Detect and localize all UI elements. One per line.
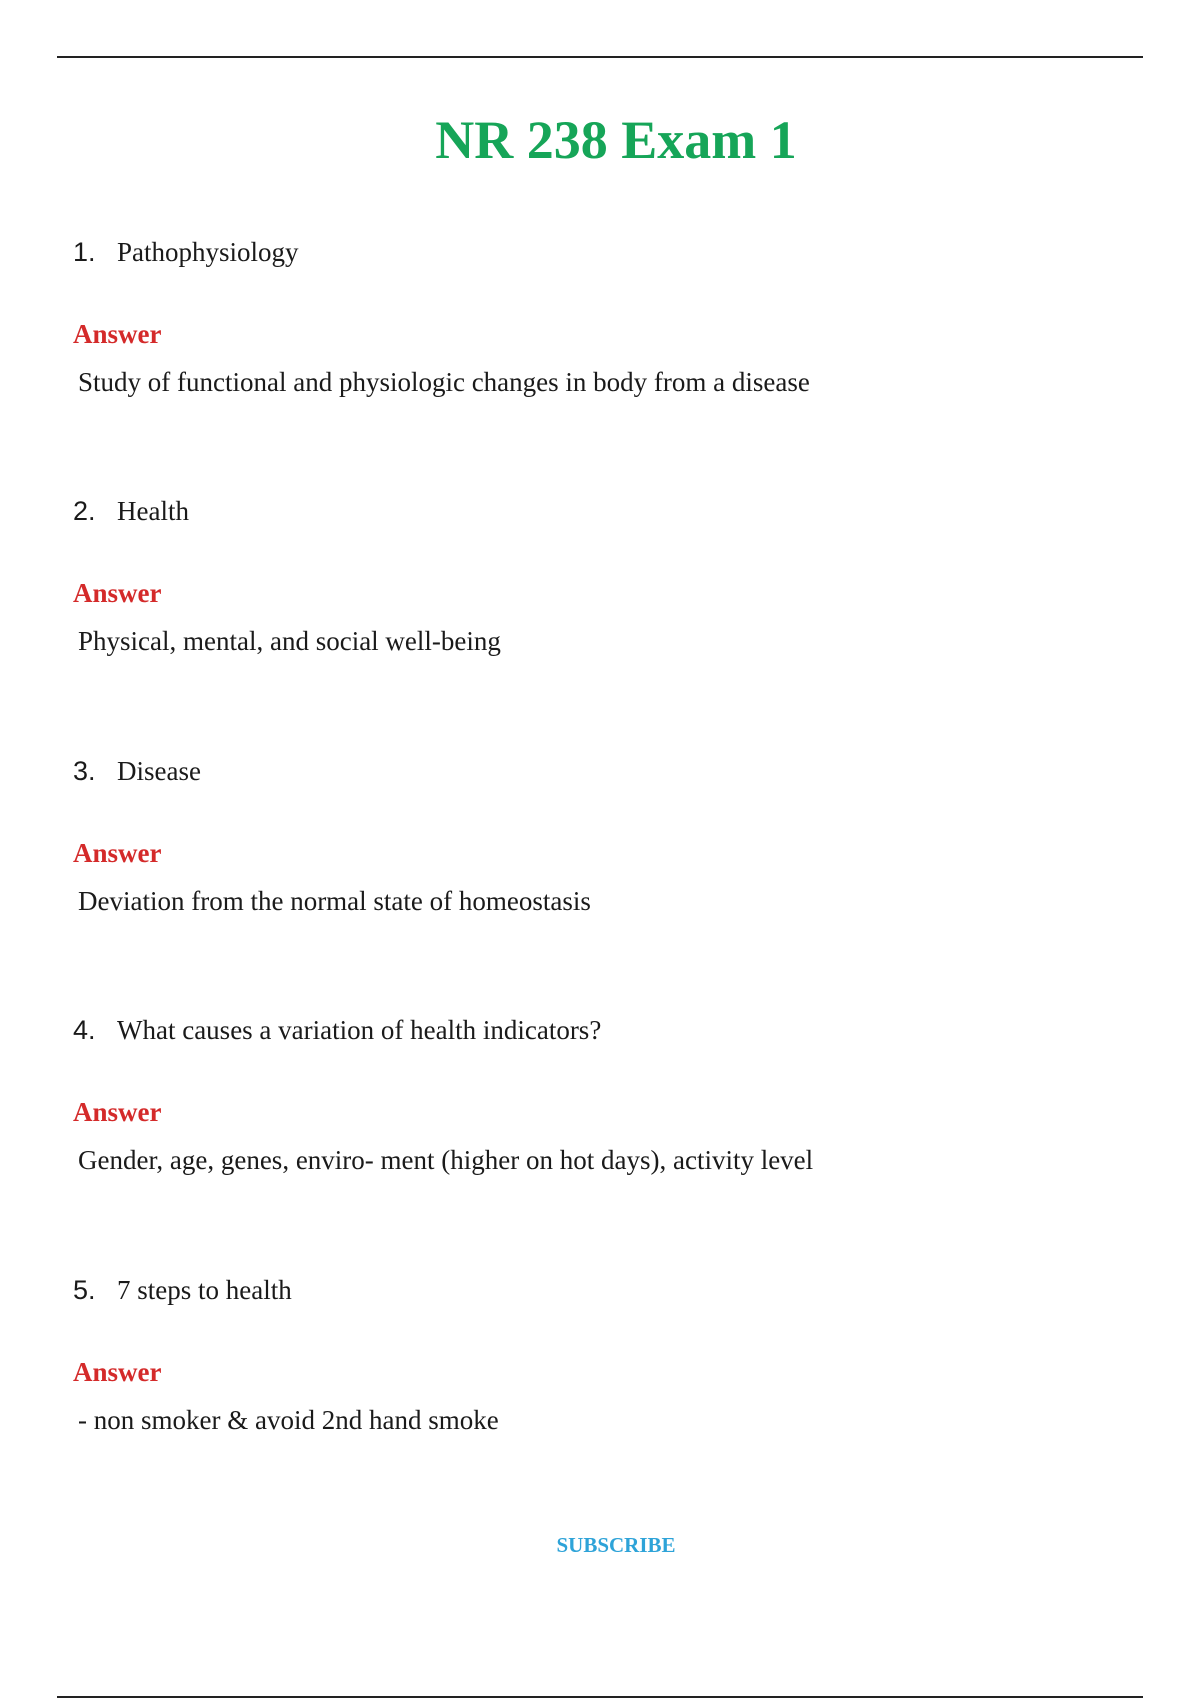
question [73,1272,292,1308]
qa-item [0,753,1200,1013]
page-title: NR 238 Exam 1 [435,110,797,171]
answer-label: Answer [73,578,162,608]
question-text: Pathophysiology [117,237,299,267]
question [73,753,201,789]
answer-text: Gender, age, genes, enviro- ment (higher on hot days), activity level [78,1145,814,1175]
question [73,234,299,270]
question-number: 3. [73,756,96,786]
answer-label: Answer [73,1357,162,1387]
top-divider [57,56,1143,58]
qa-item [0,1012,1200,1272]
answer-text: Study of functional and physiologic changes in body from a disease [78,367,810,397]
question-number: 1. [73,237,96,267]
question [73,493,189,529]
question-text: Health [117,496,189,526]
question-number: 4. [73,1015,96,1045]
question [73,1012,601,1048]
question-number: 5. [73,1275,96,1305]
bottom-divider [57,1696,1143,1698]
answer-text: Deviation from the normal state of homeostasis [78,886,591,916]
answer-label: Answer [73,319,162,349]
question-text: 7 steps to health [117,1275,292,1305]
question-number: 2. [73,496,96,526]
qa-item [0,1272,1200,1532]
question-text: What causes a variation of health indicators? [117,1015,602,1045]
answer-label: Answer [73,1097,162,1127]
answer-text: - non smoker & avoid 2nd hand smoke [78,1405,499,1435]
answer-label: Answer [73,838,162,868]
question-text: Disease [117,756,201,786]
qa-item [0,493,1200,753]
qa-item [0,234,1200,494]
subscribe-link[interactable]: SUBSCRIBE [556,1533,676,1557]
answer-text: Physical, mental, and social well-being [78,626,501,656]
